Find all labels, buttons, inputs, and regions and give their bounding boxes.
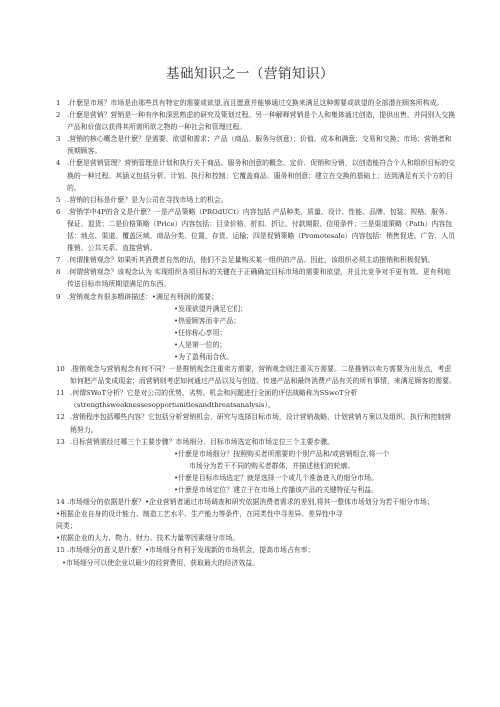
item-number: 12	[56, 413, 65, 422]
sub-bullet: •人是第一位的；	[174, 340, 227, 349]
item-number: 3	[56, 135, 61, 144]
sub-item: •什麽是市场细分？按照购买者所需要的个别产品和/或营销组合,将一个	[174, 449, 390, 458]
list-item	[56, 97, 456, 109]
list-item	[56, 436, 456, 448]
list-item	[56, 194, 456, 206]
list-item	[56, 387, 456, 411]
item-number: 9	[56, 292, 61, 301]
paragraph-14: 14 .市场细分的依据是什麽？•企业营销者通过市场调查和研究依据消费者需求的差别,将其一整体市场划分为若干细分市场；	[56, 498, 434, 507]
item-number: 6	[56, 207, 61, 216]
sub-item: •什麽是市场定位？建立于在市场上传播该产品的关键特征与利益。	[174, 486, 378, 494]
list-item	[56, 206, 456, 254]
item-text: .推销观念与营销观念有何不同？一是推销观念注重卖方需要，营销观念则注重买方需要。二是推销以卖方需要为出发点，考虑如何把产品变成现金；而营销则考虑如何通过产品以及与创造、传递产品和最终消费产品有关的所有事情，来满足顾客的需要。	[70, 365, 456, 386]
document-title: 基础知识之一（营销知识）	[166, 66, 334, 82]
paragraph-14-d: •依据企业的人力、物力、财力、技术力量等因素细分市场。	[56, 534, 240, 543]
paragraph-15: 15 .市场细分的意义是什麽？•市场细分有利于发现新的市场机会，提高市场占有率；	[56, 546, 315, 555]
item-text: .什麽是市场？市场是由那些具有特定的需要或欲望,而且愿意并能够通过交换来满足这种需要或欲望的全部潜在顾客所构成。	[67, 99, 444, 107]
item-number: 1	[56, 99, 61, 107]
item-text: .营销观念有很多精辟描述：•满足有利润的需要；	[67, 292, 218, 301]
item-number: 5	[56, 195, 61, 204]
list-item	[56, 363, 456, 387]
list-item	[56, 266, 456, 290]
sub-item: 市场分为若干不同的购买者群体，并描述他们的轮廓。	[189, 461, 355, 470]
item-text: .什麽是营销管理？营销管理是计划和执行关于商品、服务和创意的概念、定价、促销和分销，以创造能符合个人和组织目标的交换的一种过程。其涵义包括分析、计划、执行和控制；它覆盖商品、服务和创意；建立在交换的基础上；达到满足有关个方的目的。	[67, 159, 456, 192]
item-text: .营销的目标是什麽？是为公司在寻找市场上的机会。	[67, 195, 228, 204]
list-item	[56, 157, 456, 193]
list-item	[56, 254, 456, 266]
item-text: .营销学中4P的含义是什麽？一是产品策略（PROdUCt）内容包括 产品种类、质量、设计、性能、品牌、包装、规格、服务、保证、退货；二是价格策略（Price）内容包括：目录价格、折扣、折让、付款期限、信用条件；三是渠道策略（Path）内容包括：地点、渠道、覆盖区域、商品分类、位置、存货、运输；四是促销策略（Promotesale）内容包括：销售促进、广告、人员推销、公共关系、直接营销。	[67, 207, 456, 253]
item-number: 7	[56, 256, 61, 265]
sub-item: •什麽是目标市场选定？就是选择一个或几个准备进入的细分市场。	[174, 473, 378, 482]
list-item	[56, 291, 456, 303]
sub-bullet: •热爱顾客而非产品；	[174, 316, 241, 325]
list-item	[56, 109, 456, 133]
item-number: 2	[56, 111, 61, 120]
item-number: 8	[56, 268, 61, 277]
list-item	[56, 133, 456, 157]
item-number: 10	[56, 365, 65, 374]
paragraph-14-b: •根据企业自身的设计能力、制造工艺水平、生产能力等条件，在同类性中寻差异、差异性中寻	[56, 510, 343, 519]
item-number: 11	[56, 389, 65, 398]
sub-bullet: •发现欲望并满足它们；	[174, 304, 247, 313]
item-text: .营销程序包括哪些内容？它包括分析营销机会，研究与选择目标市场，设计营销战略，计划营销方案以及组织、执行和控制营销努力。	[70, 413, 452, 434]
document-body	[56, 97, 456, 569]
item-number: 4	[56, 159, 61, 168]
item-text: .何谓推销观念？如果听其消费者自然的话，他们不会足量购买某一组织的产品。因此，该组织必须主动推销和积极促销。	[67, 256, 435, 265]
item-text: .目标营销需经过哪三个主要步骤？市场细分、目标市场选定和市场定位三个主要步骤。	[70, 437, 335, 446]
sub-bullet: •任你称心享用；	[174, 328, 227, 337]
list-item	[56, 411, 456, 435]
paragraph-15-b: •市场细分可以使企业以最少的经营费用，获取最大的经济效益。	[62, 558, 259, 567]
item-text: .什麽是营销？营销是一种有序和深思熟虑的研究及策划过程。另一种解释营销是个人和集体通过创造，提供出售，并同别人交换产品和价值以获得其所需所欲之物的一种社会和管理过程。	[67, 111, 456, 132]
item-number: 13	[56, 437, 65, 446]
item-text: .营销的核心概念是什麽？是需要、欲望和需求；产品（商品、服务与创意）；价值、成本和满意；交易和交换；市场；营销者和预期顾客。	[67, 135, 452, 156]
sub-bullet: •为了盈利而合伙。	[174, 352, 234, 361]
paragraph-14-c: 同类；	[56, 522, 77, 531]
item-text: .何谓SWoT分析？它是对公司的优势、劣势、机会和问题进行全面的评估战略称为SSwoT分析（strengthsweaknessesopportunitiesandthreatsanalysis）。	[70, 389, 358, 410]
item-text: .何谓营销观念？该观念认为 实现组织各项目标的关键在于正确确定目标市场的需要和欲望，并且比竞争对手更有效、更有利地传送目标市场所期望满足的东西。	[67, 268, 451, 289]
